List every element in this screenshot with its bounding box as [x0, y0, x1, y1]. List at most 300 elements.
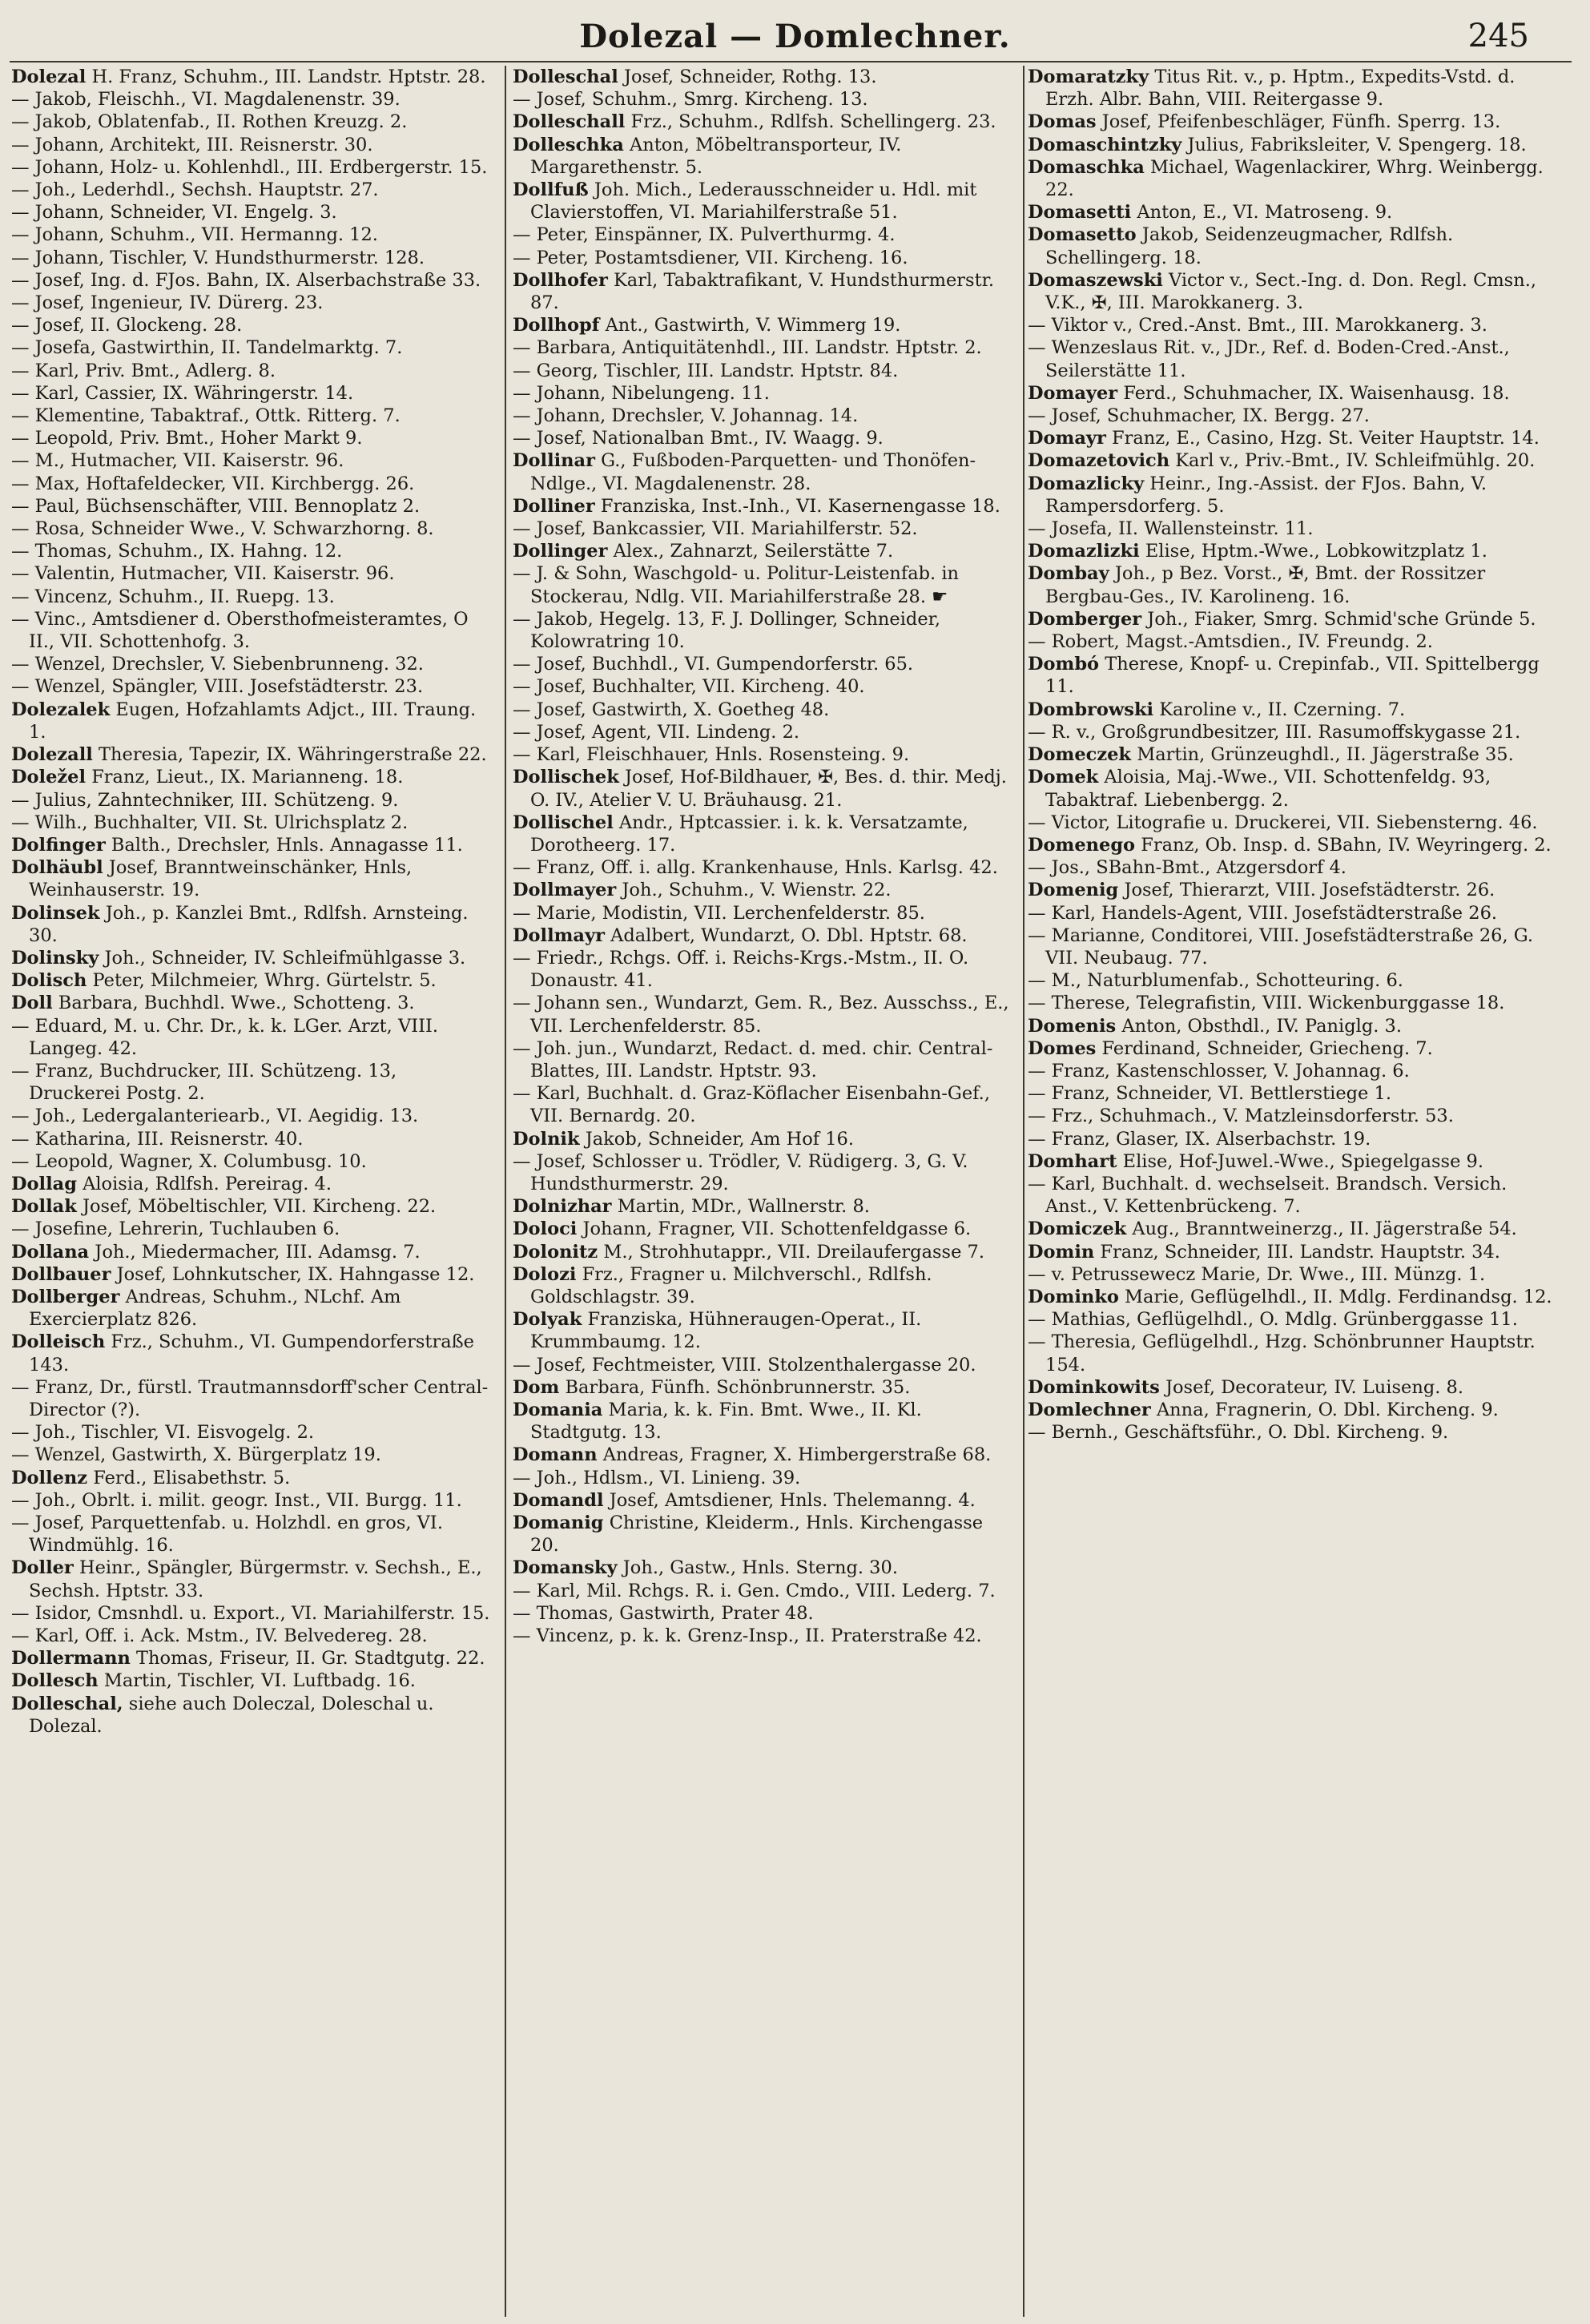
directory-entry [11, 1467, 492, 1489]
entry-details: Josef, Pfeifenbeschläger, Fünfh. Sperrg. 13. [1101, 111, 1501, 133]
entry-details: Johann, Fragner, VII. Schottenfeldgasse 6. [582, 1218, 972, 1240]
directory-entry [513, 992, 1017, 1037]
entry-surname: Dollmayer [513, 880, 617, 901]
entry-details: — Jakob, Oblatenfab., II. Rothen Kreuzg. 2. [11, 111, 408, 133]
entry-details: Therese, Knopf- u. Crepinfab., VII. Spittelbergg 11. [1045, 654, 1540, 698]
entry-details: — Friedr., Rchgs. Off. i. Reichs-Krgs.-Mstm., II. O. Donaustr. 41. [513, 947, 969, 992]
entry-surname: Dollenz [11, 1467, 88, 1488]
entry-details: — Karl, Mil. Rchgs. R. i. Gen. Cmdo., VIII. Lederg. 7. [513, 1580, 996, 1601]
directory-entry [11, 902, 492, 947]
directory-entry [11, 1060, 492, 1105]
entry-details: — Josef, Ingenieur, IV. Dürerg. 23. [11, 292, 324, 314]
entry-details: — Josef, Gastwirth, X. Goetheg 48. [513, 699, 830, 720]
directory-entry [1028, 1082, 1556, 1105]
entry-details: — Therese, Telegrafistin, VIII. Wickenburggasse 18. [1028, 993, 1505, 1014]
entry-surname: Dollhopf [513, 315, 600, 336]
directory-entry [11, 269, 492, 292]
directory-entry [11, 1602, 492, 1625]
entry-surname: Doloci [513, 1218, 578, 1240]
directory-entry [1028, 653, 1556, 698]
entry-details: Joh., p. Kanzlei Bmt., Rdlfsh. Arnsteing. 30. [29, 902, 469, 946]
entry-surname: Doležel [11, 767, 87, 788]
entry-surname: Domas [1028, 111, 1097, 133]
directory-entry [11, 1173, 492, 1195]
entry-details: — Robert, Magst.-Amtsdien., IV. Freundg. 2. [1028, 631, 1433, 653]
entry-details: Ferdinand, Schneider, Griecheng. 7. [1101, 1037, 1433, 1059]
entry-details: Joh., Gastw., Hnls. Sterng. 30. [622, 1557, 898, 1579]
column-2 [513, 66, 1017, 2309]
directory-entry [11, 586, 492, 608]
column-3 [1028, 66, 1556, 2309]
entry-surname: Dolnik [513, 1128, 580, 1150]
entry-details: — Rosa, Schneider Wwe., V. Schwarzhorng. 8. [11, 518, 434, 540]
entry-details: Anton, E., VI. Matroseng. 9. [1137, 202, 1393, 224]
entry-details: — Wilh., Buchhalter, VII. St. Ulrichsplatz 2. [11, 812, 409, 833]
entry-details: — Leopold, Priv. Bmt., Hoher Markt 9. [11, 428, 363, 449]
entry-details: — Joh., Hdlsm., VI. Linieng. 39. [513, 1467, 801, 1488]
directory-entry [11, 1286, 492, 1331]
directory-entry [1028, 1399, 1556, 1421]
directory-entry [1028, 721, 1556, 743]
directory-entry [513, 495, 1017, 518]
directory-entry [513, 314, 1017, 336]
entry-details: — Franz, Buchdrucker, III. Schützeng. 13, Druckerei Postg. 2. [11, 1060, 397, 1105]
entry-details: Elise, Hptm.-Wwe., Lobkowitzplatz 1. [1145, 541, 1487, 562]
directory-entry [11, 66, 492, 88]
entry-surname: Dolinsek [11, 902, 100, 924]
entry-surname: Dollischel [513, 812, 614, 833]
entry-surname: Domasetto [1028, 224, 1137, 246]
entry-surname: Dolfinger [11, 834, 106, 856]
entry-details: — Josef, Fechtmeister, VIII. Stolzenthalergasse 20. [513, 1354, 976, 1375]
entry-surname: Dom [513, 1376, 560, 1398]
entry-details: Heinr., Ing.-Assist. der FJos. Bahn, V. Rampersdorferg. 5. [1045, 473, 1487, 517]
entry-details: — Franz, Glaser, IX. Alserbachstr. 19. [1028, 1128, 1371, 1150]
entry-details: — Johann, Nibelungeng. 11. [513, 382, 770, 404]
entry-details: — Peter, Einspänner, IX. Pulverthurmg. 4. [513, 224, 896, 246]
directory-entry [11, 608, 492, 653]
directory-entry [1028, 134, 1556, 156]
directory-entry [513, 721, 1017, 743]
entry-surname: Dollinar [513, 450, 595, 472]
entry-details: Franz, Lieut., IX. Marianneng. 18. [91, 767, 404, 788]
entry-details: Joh., p Bez. Vorst., ✠, Bmt. der Rossitzer Bergbau-Ges., IV. Karolineng. 16. [1045, 563, 1486, 607]
directory-entry [513, 1467, 1017, 1489]
entry-details: — Franz, Dr., fürstl. Trautmannsdorff'scher Central-Director (?). [11, 1376, 489, 1420]
entry-details: — Joh. jun., Wundarzt, Redact. d. med. chir. Central-Blattes, III. Landstr. Hptstr. 93. [513, 1037, 993, 1081]
entry-details: Josef, Lohnkutscher, IX. Hahngasse 12. [116, 1263, 475, 1285]
entry-details: Frz., Schuhm., VI. Gumpendorferstraße 143. [29, 1331, 474, 1375]
directory-entry [11, 201, 492, 224]
entry-surname: Dolliner [513, 495, 595, 517]
directory-entry [513, 1625, 1017, 1647]
directory-entry [513, 111, 1017, 133]
entry-details: Michael, Wagenlackirer, Whrg. Weinbergg. 22. [1045, 156, 1544, 201]
directory-entry [513, 1037, 1017, 1082]
entry-details: — Josefine, Lehrerin, Tuchlauben 6. [11, 1218, 340, 1240]
directory-entry [1028, 630, 1556, 653]
entry-surname: Domek [1028, 767, 1099, 788]
directory-entry [513, 1376, 1017, 1399]
entry-details: — Viktor v., Cred.-Anst. Bmt., III. Marokkanerg. 3. [1028, 315, 1487, 336]
directory-entry [513, 653, 1017, 675]
directory-entry [11, 1444, 492, 1466]
directory-entry [11, 247, 492, 269]
entry-details: Peter, Milchmeier, Whrg. Gürtelstr. 5. [92, 970, 437, 992]
entry-surname: Dominkowits [1028, 1376, 1160, 1398]
directory-entry [513, 1195, 1017, 1218]
entry-details: Andreas, Fragner, X. Himbergerstraße 68. [602, 1444, 992, 1466]
directory-entry [1028, 269, 1556, 314]
entry-details: Victor v., Sect.-Ing. d. Don. Regl. Cmsn., V.K., ✠, III. Marokkanerg. 3. [1045, 269, 1536, 314]
directory-entry [11, 1647, 492, 1669]
entry-surname: Domes [1028, 1037, 1097, 1059]
entry-details: — Josef, Nationalban Bmt., IV. Waagg. 9. [513, 428, 884, 449]
entry-details: — Julius, Zahntechniker, III. Schützeng. 9. [11, 789, 399, 811]
entry-details: Anton, Obsthdl., IV. Paniglg. 3. [1121, 1015, 1402, 1037]
directory-entry [1028, 405, 1556, 427]
directory-entry [1028, 1150, 1556, 1173]
entry-details: — Karl, Buchhalt. d. Graz-Köflacher Eisenbahn-Gef., VII. Bernardg. 20. [513, 1083, 990, 1127]
entry-details: — Josef, Schlosser u. Trödler, V. Rüdigerg. 3, G. V. Hundsthurmerstr. 29. [513, 1150, 968, 1194]
directory-entry [513, 1354, 1017, 1376]
entry-surname: Dollesch [11, 1670, 99, 1692]
directory-entry [11, 1489, 492, 1512]
directory-entry [11, 743, 492, 766]
directory-entry [513, 247, 1017, 269]
directory-entry [513, 405, 1017, 427]
entry-details: — Johann sen., Wundarzt, Gem. R., Bez. Ausschss., E., VII. Lerchenfelderstr. 85. [513, 993, 1009, 1037]
entry-details: — Thomas, Schuhm., IX. Hahng. 12. [11, 541, 343, 562]
entry-surname: Dollag [11, 1173, 77, 1194]
directory-entry [1028, 224, 1556, 268]
entry-surname: Dolleschal, [11, 1693, 123, 1714]
directory-entry [11, 336, 492, 359]
entry-details: — Wenzel, Gastwirth, X. Bürgerplatz 19. [11, 1444, 381, 1466]
directory-entry [1028, 992, 1556, 1014]
directory-entry [1028, 1218, 1556, 1240]
entry-details: — Josef, Parquettenfab. u. Holzhdl. en gros, VI. Windmühlg. 16. [11, 1512, 443, 1557]
entry-details: Josef, Thierarzt, VIII. Josefstädterstr. 26. [1124, 880, 1495, 901]
entry-details: — Johann, Architekt, III. Reisnerstr. 30. [11, 134, 373, 155]
entry-details: siehe auch Doleczal, Doleschal u. Dolezal. [29, 1693, 434, 1737]
entry-surname: Dollermann [11, 1648, 131, 1669]
entry-surname: Domiczek [1028, 1218, 1127, 1240]
directory-entry [513, 1580, 1017, 1602]
entry-details: G., Fußboden-Parquetten- und Thonöfen-Ndlge., VI. Magdalenenstr. 28. [530, 450, 976, 494]
entry-details: — Josef, Ing. d. FJos. Bahn, IX. Alserbachstraße 33. [11, 269, 481, 291]
directory-entry [1028, 1331, 1556, 1375]
entry-details: Barbara, Buchhdl. Wwe., Schotteng. 3. [58, 993, 415, 1014]
directory-entry [1028, 1128, 1556, 1150]
entry-details: Franz, E., Casino, Hzg. St. Veiter Hauptstr. 14. [1112, 428, 1540, 449]
entry-details: — Josef, Buchhdl., VI. Gumpendorferstr. 65. [513, 654, 914, 675]
entry-details: Anton, Möbeltransporteur, IV. Margarethenstr. 5. [530, 134, 902, 178]
directory-entry [513, 1128, 1017, 1150]
entry-details: Joh., Schuhm., V. Wienstr. 22. [622, 880, 892, 901]
directory-entry [11, 1218, 492, 1240]
directory-entry [1028, 111, 1556, 133]
directory-entry [513, 1241, 1017, 1263]
entry-details: — Josef, Buchhalter, VII. Kircheng. 40. [513, 676, 865, 698]
directory-entry [513, 608, 1017, 653]
entry-details: Josef, Möbeltischler, VII. Kircheng. 22. [82, 1196, 437, 1218]
directory-entry [513, 134, 1017, 179]
entry-surname: Dombrowski [1028, 699, 1154, 720]
entry-surname: Domlechner [1028, 1399, 1151, 1420]
entry-details: Josef, Hof-Bildhauer, ✠, Bes. d. thir. Medj. O. IV., Atelier V. U. Bräuhausg. 21. [530, 767, 1007, 811]
directory-entry [11, 1557, 492, 1601]
directory-entry [513, 224, 1017, 246]
entry-details: Heinr., Spängler, Bürgermstr. v. Sechsh., E., Sechsh. Hptstr. 33. [29, 1557, 482, 1601]
directory-entry [1028, 608, 1556, 630]
directory-entry [1028, 1286, 1556, 1308]
entry-details: Aloisia, Rdlfsh. Pereirag. 4. [83, 1173, 332, 1194]
directory-entry [513, 427, 1017, 449]
entry-details: Franziska, Hühneraugen-Operat., II. Krummbaumg. 12. [530, 1309, 922, 1353]
entry-details: — Marianne, Conditorei, VIII. Josefstädterstraße 26, G. VII. Neubaug. 77. [1028, 924, 1534, 969]
directory-entry [11, 382, 492, 405]
directory-entry [513, 766, 1017, 811]
directory-entry [11, 427, 492, 449]
entry-details: — v. Petrussewecz Marie, Dr. Wwe., III. Münzg. 1. [1028, 1263, 1486, 1285]
entry-details: Thomas, Friseur, II. Gr. Stadtgutg. 22. [136, 1648, 485, 1669]
entry-details: — Frz., Schuhmach., V. Matzleinsdorferstr. 53. [1028, 1106, 1454, 1127]
directory-entry [513, 1218, 1017, 1240]
directory-entry [1028, 473, 1556, 518]
entry-surname: Dolnizhar [513, 1196, 612, 1218]
entry-details: Eugen, Hofzahlamts Adjct., III. Traung. 1. [29, 699, 477, 743]
directory-entry [11, 156, 492, 179]
entry-surname: Domenig [1028, 880, 1119, 901]
directory-entry [1028, 382, 1556, 405]
directory-entry [513, 812, 1017, 856]
entry-details: — Leopold, Wagner, X. Columbusg. 10. [11, 1150, 367, 1172]
entry-surname: Dolleisch [11, 1331, 106, 1353]
entry-surname: Domin [1028, 1241, 1095, 1263]
directory-entry [1028, 1241, 1556, 1263]
directory-entry [1028, 201, 1556, 224]
directory-entry [1028, 699, 1556, 721]
entry-details: — Marie, Modistin, VII. Lerchenfelderstr. 85. [513, 902, 925, 924]
entry-details: Jakob, Schneider, Am Hof 16. [585, 1128, 855, 1150]
entry-details: — Vincenz, Schuhm., II. Ruepg. 13. [11, 586, 335, 607]
directory-entry [513, 1602, 1017, 1625]
entry-details: — Peter, Postamtsdiener, VII. Kircheng. 16. [513, 247, 908, 268]
entry-details: Franz, Ob. Insp. d. SBahn, IV. Weyringerg. 2. [1141, 834, 1552, 856]
directory-entry [11, 1693, 492, 1738]
directory-entry [11, 969, 492, 992]
directory-entry [1028, 562, 1556, 607]
page-header [0, 11, 1590, 59]
directory-entry [11, 449, 492, 472]
entry-details: — Johann, Drechsler, V. Johannag. 14. [513, 405, 859, 427]
entry-details: — Johann, Schuhm., VII. Hermanng. 12. [11, 224, 378, 246]
entry-details: — Jakob, Hegelg. 13, F. J. Dollinger, Schneider, Kolowratring 10. [513, 608, 941, 653]
directory-entry [513, 88, 1017, 111]
entry-details: Joh., Miedermacher, III. Adamsg. 7. [95, 1241, 421, 1263]
entry-details: — Karl, Handels-Agent, VIII. Josefstädterstraße 26. [1028, 902, 1498, 924]
directory-entry [513, 1489, 1017, 1512]
directory-entry [11, 473, 492, 495]
entry-surname: Domazlicky [1028, 473, 1145, 494]
entry-surname: Dollfuß [513, 179, 589, 201]
entry-details: Martin, Tischler, VI. Luftbadg. 16. [103, 1670, 416, 1692]
entry-details: — Joh., Ledergalanteriearb., VI. Aegidig. 13. [11, 1106, 419, 1127]
directory-entry [1028, 1015, 1556, 1037]
entry-details: — Klementine, Tabaktraf., Ottk. Ritterg. 7. [11, 405, 401, 427]
directory-entry [1028, 856, 1556, 879]
entry-details: — Franz, Schneider, VI. Bettlerstiege 1. [1028, 1083, 1391, 1105]
entry-details: — Karl, Buchhalt. d. wechselseit. Brandsch. Versich. Anst., V. Kettenbrückeng. 7. [1028, 1173, 1507, 1218]
entry-surname: Domansky [513, 1557, 618, 1579]
entry-details: — Karl, Cassier, IX. Währingerstr. 14. [11, 382, 354, 404]
entry-details: — Max, Hoftafeldecker, VII. Kirchbergg. 26. [11, 473, 415, 494]
entry-details: Julius, Fabriksleiter, V. Spengerg. 18. [1187, 134, 1527, 155]
directory-entry [1028, 924, 1556, 969]
entry-details: Ant., Gastwirth, V. Wimmerg 19. [605, 315, 901, 336]
entry-details: Martin, MDr., Wallnerstr. 8. [617, 1196, 870, 1218]
directory-entry [11, 947, 492, 969]
entry-details: — Jos., SBahn-Bmt., Atzgersdorf 4. [1028, 857, 1346, 879]
directory-entry [11, 856, 492, 901]
entry-details: — Mathias, Geflügelhdl., O. Mdlg. Grünberggasse 11. [1028, 1309, 1518, 1331]
directory-entry [11, 1241, 492, 1263]
entry-details: — Wenzel, Spängler, VIII. Josefstädterstr. 23. [11, 676, 424, 698]
directory-entry [1028, 1421, 1556, 1444]
directory-entry [1028, 66, 1556, 111]
directory-entry [1028, 969, 1556, 992]
directory-entry [11, 179, 492, 201]
entry-details: Maria, k. k. Fin. Bmt. Wwe., II. Kl. Stadtgutg. 13. [530, 1399, 922, 1444]
directory-entry [513, 518, 1017, 540]
entry-details: Balth., Drechsler, Hnls. Annagasse 11. [111, 834, 463, 856]
entry-surname: Domandl [513, 1489, 604, 1511]
directory-entry [11, 562, 492, 585]
directory-entry [513, 1444, 1017, 1466]
directory-entry [11, 812, 492, 834]
directory-entry [1028, 743, 1556, 766]
directory-entry [513, 1399, 1017, 1444]
directory-entry [11, 134, 492, 156]
entry-details: Josef, Decorateur, IV. Luiseng. 8. [1165, 1376, 1463, 1398]
directory-entry [11, 834, 492, 856]
directory-entry [11, 699, 492, 743]
entry-details: Barbara, Fünfh. Schönbrunnerstr. 35. [565, 1376, 911, 1398]
directory-entry [513, 743, 1017, 766]
entry-details: — Johann, Schneider, VI. Engelg. 3. [11, 202, 337, 224]
entry-surname: Dollischek [513, 767, 619, 788]
entry-details: Josef, Schneider, Rothg. 13. [623, 66, 877, 87]
directory-entry [1028, 766, 1556, 811]
entry-details: — Georg, Tischler, III. Landstr. Hptstr. 84. [513, 360, 899, 381]
entry-details: Karl v., Priv.-Bmt., IV. Schleifmühlg. 20. [1175, 450, 1536, 472]
entry-details: — Wenzeslaus Rit. v., JDr., Ref. d. Boden-Cred.-Anst., Seilerstätte 11. [1028, 337, 1510, 381]
directory-entry [513, 179, 1017, 224]
entry-details: — Josef, II. Glockeng. 28. [11, 315, 243, 336]
directory-entry [513, 1082, 1017, 1127]
directory-entry [1028, 518, 1556, 540]
entry-surname: Domazetovich [1028, 450, 1170, 472]
entry-details: — Vincenz, p. k. k. Grenz-Insp., II. Praterstraße 42. [513, 1625, 982, 1647]
entry-surname: Domeczek [1028, 744, 1132, 766]
entry-details: Frz., Fragner u. Milchverschl., Rdlfsh. Goldschlagstr. 39. [530, 1263, 932, 1307]
entry-details: Josef, Branntweinschänker, Hnls, Weinhauserstr. 19. [29, 857, 413, 901]
entry-details: Ferd., Elisabethstr. 5. [93, 1467, 291, 1488]
directory-entry [11, 1421, 492, 1444]
entry-details: — Barbara, Antiquitätenhdl., III. Landstr. Hptstr. 2. [513, 337, 982, 359]
entry-details: — Josef, Bankcassier, VII. Mariahilferstr. 52. [513, 518, 918, 540]
entry-details: Josef, Amtsdiener, Hnls. Thelemanng. 4. [609, 1489, 976, 1511]
directory-entry [513, 924, 1017, 947]
entry-surname: Domaratzky [1028, 66, 1149, 87]
entry-details: — Vinc., Amtsdiener d. Obersthofmeisteramtes, O II., VII. Schottenhofg. 3. [11, 608, 469, 653]
entry-details: Jakob, Seidenzeugmacher, Rdlfsh. Schellingerg. 18. [1045, 224, 1454, 268]
directory-entry [11, 88, 492, 111]
entry-details: Christine, Kleiderm., Hnls. Kirchengasse 20. [530, 1512, 984, 1557]
directory-entry [11, 675, 492, 698]
entry-surname: Dolhäubl [11, 857, 103, 879]
header-rule [10, 61, 1572, 62]
entry-details: — Thomas, Gastwirth, Prater 48. [513, 1602, 814, 1624]
entry-surname: Dolleschal [513, 66, 618, 87]
directory-entry [1028, 902, 1556, 924]
directory-entry [11, 314, 492, 336]
directory-entry [11, 1331, 492, 1375]
entry-details: — M., Naturblumenfab., Schotteuring. 6. [1028, 970, 1403, 992]
entry-details: — Josef, Agent, VII. Lindeng. 2. [513, 721, 800, 743]
entry-details: — Wenzel, Drechsler, V. Siebenbrunneng. 32. [11, 654, 424, 675]
entry-surname: Dolleschall [513, 111, 626, 133]
entry-surname: Domaschintzky [1028, 134, 1182, 155]
page-number: 245 [1467, 18, 1529, 54]
entry-details: Karl, Tabaktrafikant, V. Hundsthurmerstr. 87. [530, 269, 995, 314]
directory-entry [11, 1512, 492, 1557]
entry-details: — Josef, Schuhmacher, IX. Bergg. 27. [1028, 405, 1370, 427]
entry-details: — M., Hutmacher, VII. Kaiserstr. 96. [11, 450, 344, 472]
entry-surname: Doll [11, 993, 53, 1014]
directory-entry [513, 360, 1017, 382]
directory-entry [11, 1128, 492, 1150]
entry-details: — Theresia, Geflügelhdl., Hzg. Schönbrunner Hauptstr. 154. [1028, 1331, 1536, 1375]
directory-entry [11, 540, 492, 562]
entry-surname: Dollak [11, 1196, 77, 1218]
entry-surname: Dolyak [513, 1309, 582, 1331]
directory-entry [11, 1150, 492, 1173]
directory-entry [1028, 1037, 1556, 1060]
entry-details: — Joh., Obrlt. i. milit. geogr. Inst., VII. Burgg. 11. [11, 1489, 462, 1511]
directory-entry [1028, 1173, 1556, 1218]
entry-surname: Dollbauer [11, 1263, 111, 1285]
entry-surname: Dollmayr [513, 924, 605, 946]
running-title: Dolezal — Domlechner. [579, 18, 1011, 55]
directory-entry [11, 653, 492, 675]
entry-surname: Domania [513, 1399, 603, 1420]
directory-entry [11, 111, 492, 133]
directory-entry [513, 1557, 1017, 1579]
directory-entry [11, 518, 492, 540]
entry-details: Martin, Grünzeughdl., II. Jägerstraße 35. [1137, 744, 1514, 766]
directory-entry [513, 66, 1017, 88]
entry-details: — J. & Sohn, Waschgold- u. Politur-Leistenfab. in Stockerau, Ndlg. VII. Mariahilferstraße 28. ☛ [513, 563, 960, 607]
entry-details: — Bernh., Geschäftsführ., O. Dbl. Kircheng. 9. [1028, 1422, 1449, 1444]
entry-details: — Josefa, Gastwirthin, II. Tandelmarktg. 7. [11, 337, 403, 359]
directory-entry [513, 1512, 1017, 1557]
entry-details: Elise, Hof-Juwel.-Wwe., Spiegelgasse 9. [1122, 1150, 1484, 1172]
entry-surname: Domann [513, 1444, 598, 1466]
entry-surname: Dolonitz [513, 1241, 598, 1263]
entry-details: Joh., Fiaker, Smrg. Schmid'sche Gründe 5. [1147, 608, 1536, 630]
